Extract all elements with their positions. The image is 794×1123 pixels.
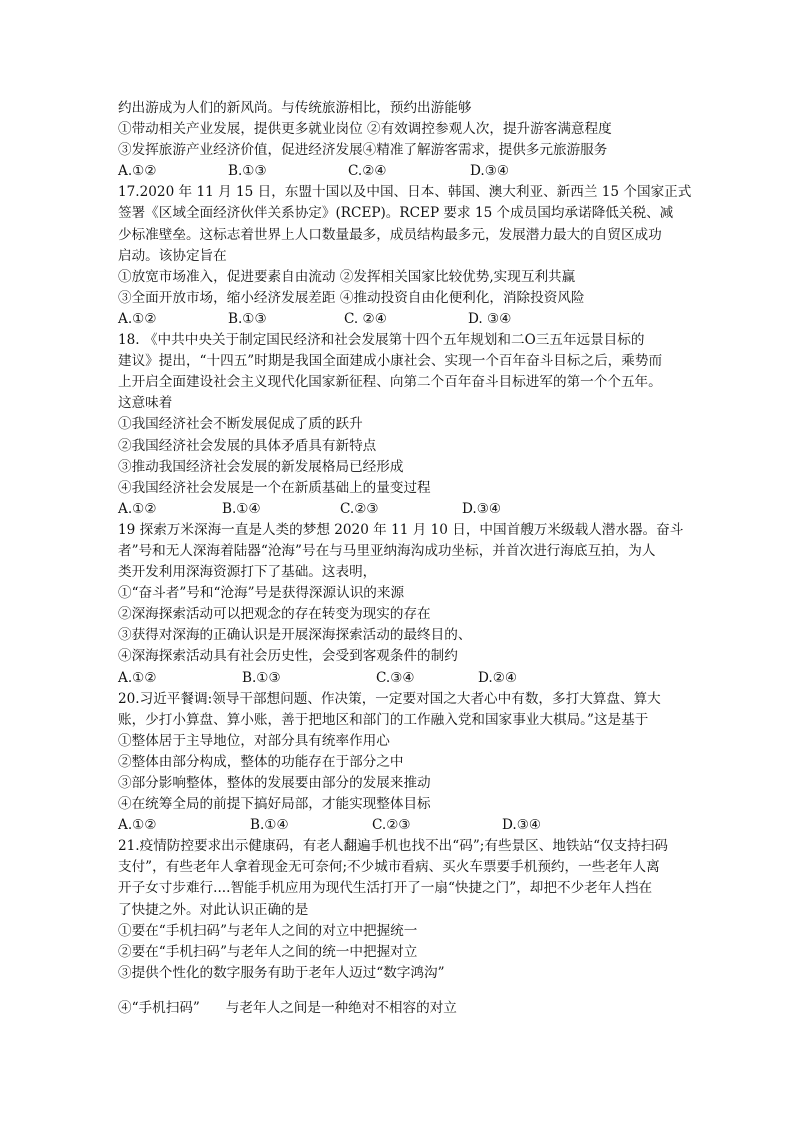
option-c: C.②③: [340, 500, 379, 517]
option-a: A.①②: [118, 817, 157, 834]
answer-statement: ④深海探索活动具有社会历史性，会受到客观条件的制约: [118, 648, 458, 665]
option-b: B.①④: [250, 817, 289, 834]
question-21: [118, 836, 714, 1019]
option-b: B.①④: [222, 500, 261, 517]
option-b: B.①③: [228, 163, 267, 180]
answer-options: [118, 668, 714, 689]
option-a: A.①②: [118, 500, 157, 517]
answer-statement: ②我国经济社会发展的具体矛盾具有新特点: [118, 437, 377, 454]
question-stem-line: 账，少打小算盘、算小账，善于把地区和部门的工作融入党和国家事业大棋局。”这是基于: [118, 711, 649, 728]
question-stem-line: 18. 《中共中央关于制定国民经济和社会发展第十四个五年规划和二O三五年远景目标的: [118, 332, 645, 349]
question-stem-line: 17.2020 年 11 月 15 日，东盟十国以及中国、日本、韩国、澳大利亚、新西兰 15 个国家正式: [118, 184, 692, 201]
answer-options: [118, 161, 714, 182]
question-stem-line: 21.疫情防控要求出示健康码，有老人翻遍手机也找不出“码”;有些景区、地铁站“仅支持扫码: [118, 838, 669, 855]
answer-statement: ③部分影响整体，整体的发展要由部分的发展来推动: [118, 775, 431, 791]
answer-statement: ①“奋斗者”号和“沧海”号是获得深源认识的来源: [118, 585, 405, 602]
question-stem-line: 类开发利用深海资源打下了基础。这表明，: [118, 564, 377, 581]
answer-statement: ③获得对深海的正确认识是开展深海探索活动的最终目的、: [118, 627, 472, 644]
question-stem-line: 上开启全面建设社会主义现代化国家新征程、向第二个百年奋斗目标进军的第一个个五年。: [118, 374, 662, 391]
question-stem-line: 约出游成为人们的新风尚。与传统旅游相比，预约出游能够: [118, 100, 472, 116]
option-c: C.②④: [348, 163, 387, 180]
question-stem-line: 开子女寸步难行....智能手机应用为现代生活打开了一扇“快捷之门”，却把不少老年人挡在: [118, 880, 653, 897]
option-b: B.①③: [242, 669, 281, 686]
option-c: C. ②④: [344, 310, 387, 327]
answer-statement: ①要在“手机扫码”与老年人之间的对立中把握统一: [118, 922, 418, 939]
option-d: D.③④: [462, 500, 502, 517]
question-16: [118, 98, 714, 182]
question-stem-line: 者”号和无人深海着陆器“沧海”号在与马里亚纳海沟成功坐标，并首次进行海底互拍，为人: [118, 542, 656, 559]
answer-statement: ①带动相关产业发展，提供更多就业岗位 ②有效调控参观人次，提升游客满意程度: [118, 121, 612, 138]
question-stem-line: 这意味着: [118, 395, 173, 412]
option-a: A.①②: [118, 310, 157, 327]
answer-statement: ①我国经济社会不断发展促成了质的跃升: [118, 416, 363, 433]
answer-statement: ③推动我国经济社会发展的新发展格局已经形成: [118, 458, 404, 475]
question-stem-line: 启动。该协定旨在: [118, 247, 227, 264]
answer-statement: ④“手机扫码” 与老年人之间是一种绝对不相容的对立: [118, 999, 457, 1016]
answer-statement: ②整体由部分构成，整体的功能存在于部分之中: [118, 753, 404, 770]
question-stem-line: 签署《区域全面经济伙伴关系协定》(RCEP)。RCEP 要求 15 个成员国均承诺降低关税、减: [118, 205, 674, 222]
question-stem-line: 了快捷之外。对此认识正确的是: [118, 901, 309, 918]
option-c: C.②③: [372, 817, 411, 834]
answer-statement: ③提供个性化的数字服务有助于老年人迈过“数字鸿沟”: [118, 964, 445, 981]
question-18: [118, 330, 714, 520]
answer-statement: ③全面开放市场，缩小经济发展差距 ④推动投资自由化便利化，消除投资风险: [118, 289, 585, 306]
option-d: D.②④: [478, 669, 518, 686]
answer-statement: ②要在“手机扫码”与老年人之间的统一中把握对立: [118, 943, 418, 960]
answer-options: [118, 309, 714, 330]
question-17: [118, 182, 714, 330]
question-stem-line: 20.习近平餐调:领导干部想问题、作决策，一定要对国之大者心中有数，多打大算盘、算大: [118, 690, 661, 707]
question-stem-line: 19 探索万米深海一直是人类的梦想 2020 年 11 月 10 日，中国首艘万米级载人潜水器。奋斗: [118, 521, 684, 538]
question-19: [118, 520, 714, 689]
answer-statement: ④在统筹全局的前提下搞好局部，才能实现整体目标: [118, 796, 431, 813]
option-d: D.③④: [502, 817, 542, 834]
answer-options: [118, 499, 714, 520]
question-stem-line: 支付”，有些老年人拿着现金无可奈何;不少城市看病、买火车票要手机预约，一些老年人离: [118, 859, 660, 876]
answer-statement: ①放宽市场准入，促进要素自由流动 ②发挥相关国家比较优势,实现互利共赢: [118, 268, 576, 285]
answer-statement: ②深海探索活动可以把观念的存在转变为现实的存在: [118, 606, 431, 623]
question-20: [118, 689, 714, 837]
option-b: B.①③: [228, 310, 267, 327]
answer-statement: ④我国经济社会发展是一个在新质基础上的量变过程: [118, 479, 431, 496]
answer-statement: ①整体居于主导地位，对部分具有统率作用心: [118, 732, 390, 749]
answer-statement: ③发挥旅游产业经济价值，促进经济发展④精准了解游客需求，提供多元旅游服务: [118, 142, 608, 159]
option-a: A.①②: [118, 163, 157, 180]
option-c: C.③④: [376, 669, 415, 686]
question-stem-line: 少标准壁垒。这标志着世界上人口数量最多，成员结构最多元，发展潜力最大的自贸区成功: [118, 226, 662, 243]
spacer: [118, 984, 714, 998]
option-d: D.③④: [470, 163, 510, 180]
answer-options: [118, 815, 714, 836]
option-d: D. ③④: [468, 310, 512, 327]
option-a: A.①②: [118, 669, 157, 686]
question-stem-line: 建议》提出，“十四五”时期是我国全面建成小康社会、实现一个百年奋斗目标之后，乘势而: [118, 353, 663, 370]
